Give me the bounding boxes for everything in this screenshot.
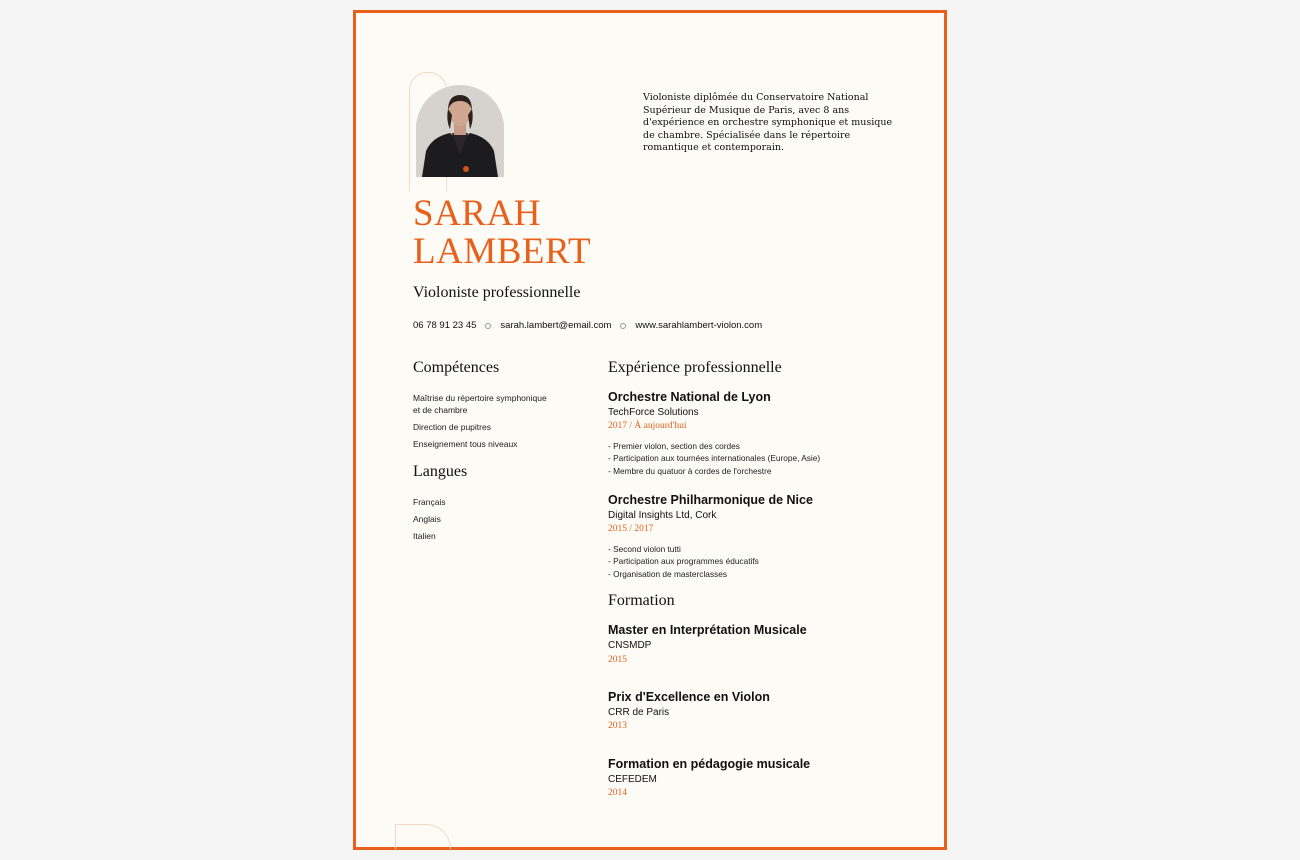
job-bullet: - Participation aux programmes éducatifs: [608, 556, 759, 567]
degree-year: 2013: [608, 721, 627, 731]
job-role: Violoniste professionnelle: [413, 284, 581, 301]
full-name: [413, 195, 713, 271]
job-bullets: [608, 543, 759, 580]
phone-number: 06 78 91 23 45: [413, 320, 477, 331]
contact-line: [413, 320, 762, 331]
language-item: Français: [413, 497, 446, 507]
degree-title: Prix d'Excellence en Violon: [608, 690, 770, 704]
separator-dot-icon: [485, 323, 491, 329]
school-name: CEFEDEM: [608, 774, 657, 785]
education-title: Formation: [608, 592, 675, 609]
language-item: Anglais: [413, 514, 441, 524]
profile-photo: [416, 85, 504, 177]
name-first: SARAH: [413, 193, 541, 234]
job-bullet: - Organisation de masterclasses: [608, 568, 727, 579]
job-bullet: - Membre du quatuor à cordes de l'orchestre: [608, 465, 772, 476]
experience-title: Expérience professionnelle: [608, 359, 782, 376]
website-link[interactable]: www.sarahlambert-violon.com: [635, 320, 763, 331]
degree-title: Master en Interprétation Musicale: [608, 623, 807, 637]
language-item: Italien: [413, 531, 436, 541]
job-title: Orchestre Philharmonique de Nice: [608, 493, 813, 507]
email-link[interactable]: sarah.lambert@email.com: [500, 320, 612, 331]
bio-text: Violoniste diplômée du Conservatoire National Supérieur de Musique de Paris, avec 8 ans d'expérience en orchestre symphonique et musique de chambre. Spécialisée dans le répertoire romantique et contemporain.: [643, 92, 893, 153]
degree-title: Formation en pédagogie musicale: [608, 757, 811, 771]
job-company: Digital Insights Ltd, Cork: [608, 510, 717, 521]
degree-year: 2015: [608, 655, 627, 665]
job-title: Orchestre National de Lyon: [608, 390, 771, 404]
job-bullet: - Premier violon, section des cordes: [608, 441, 740, 451]
degree-year: 2014: [608, 788, 627, 798]
school-name: CRR de Paris: [608, 707, 670, 718]
school-name: CNSMDP: [608, 640, 652, 651]
job-dates: 2015 / 2017: [608, 524, 654, 534]
skills-title: Compétences: [413, 359, 500, 376]
skill-item: Direction de pupitres: [413, 422, 491, 432]
skill-item: Maîtrise du répertoire symphonique et de chambre: [413, 393, 547, 415]
job-dates: 2017 / À aujourd'hui: [608, 421, 687, 431]
name-last: LAMBERT: [413, 231, 592, 272]
separator-dot-icon: [620, 323, 626, 329]
job-bullets: [608, 440, 820, 477]
skill-item: Enseignement tous niveaux: [413, 439, 518, 449]
job-company: TechForce Solutions: [608, 407, 699, 418]
job-bullet: - Second violon tutti: [608, 544, 681, 554]
languages-title: Langues: [413, 463, 468, 480]
job-bullet: - Participation aux tournées internationales (Europe, Asie): [608, 453, 821, 464]
